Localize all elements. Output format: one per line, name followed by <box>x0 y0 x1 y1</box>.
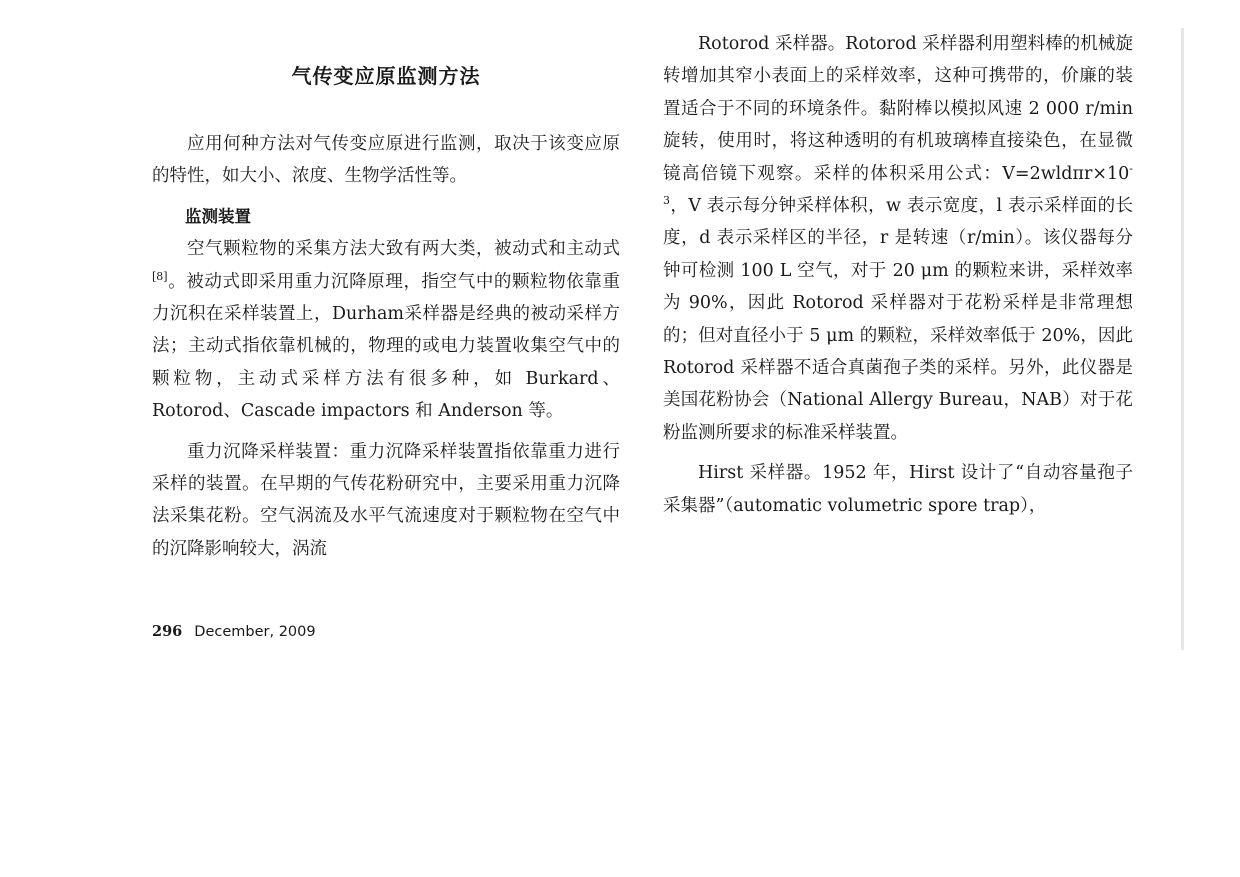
rotorod-paragraph <box>663 28 1133 449</box>
article-title: 气传变应原监测方法 <box>291 64 481 88</box>
rotorod-text-cont: ，V 表示每分钟采样体积，w 表示宽度，l 表示采样面的长度，d 表示采样区的半径，r 是转速（r/min）。该仪器每分钟可检测 100 L 空气，对于 20 μm 的颗粒来讲，采样效率为 90%，因此 Rotorod 采样器对于花粉采样是非常理想的；但对直径小于 5 μm 的颗粒，采样效率低于 20%，因此 Rotorod 采样器不适合真菌孢子类的采样。另外，此仪器是美国花粉协会（National Allergy Bureau，NAB）对于花粉监测所要求的标准采样装置。 <box>663 196 1133 443</box>
page-edge-shadow <box>1181 28 1184 650</box>
rotorod-text: Rotorod 采样器。Rotorod 采样器利用塑料棒的机械旋转增加其窄小表面上的采样效率，这种可携带的，价廉的装置适合于不同的环境条件。黏附棒以模拟风速 2 000 r/min 旋转，使用时，将这种透明的有机玻璃棒直接染色，在显微镜高倍镜下观察。采样的体积采用公式：V=2wldπr×10 <box>663 34 1133 184</box>
collection-methods-text: 空气颗粒物的采集方法大致有两大类，被动式和主动式 <box>187 239 620 260</box>
issue-date: December, 2009 <box>194 624 316 640</box>
page-number: 296 <box>152 623 183 640</box>
gravity-sampler-paragraph: 重力沉降采样装置：重力沉降采样装置指依靠重力进行采样的装置。在早期的气传花粉研究中，主要采用重力沉降法采集花粉。空气涡流及水平气流速度对于颗粒物在空气中的沉降影响较大，涡流 <box>152 441 620 559</box>
formula-exponent: -3 <box>663 161 1133 208</box>
intro-paragraph: 应用何种方法对气传变应原进行监测，取决于该变应原的特性，如大小、浓度、生物学活性等。 <box>152 134 620 187</box>
collection-methods-text-cont: 。被动式即采用重力沉降原理，指空气中的颗粒物依靠重力沉积在采样装置上，Durham采样器是经典的被动采样方法；主动式指依靠机械的，物理的或电力装置收集空气中的颗粒物，主动式采样方法有很多种，如 Burkard、Rotorod、Cascade impactors 和 Anderson 等。 <box>152 271 620 422</box>
right-column <box>663 28 1133 522</box>
hirst-paragraph: Hirst 采样器。1952 年，Hirst 设计了“自动容量孢子采集器”（automatic volumetric spore trap）， <box>663 463 1133 516</box>
collection-methods-paragraph <box>152 233 620 427</box>
citation-ref: [8] <box>152 269 168 283</box>
page-footer <box>152 622 316 642</box>
left-column <box>152 128 620 565</box>
section-heading: 监测装置 <box>185 206 251 226</box>
